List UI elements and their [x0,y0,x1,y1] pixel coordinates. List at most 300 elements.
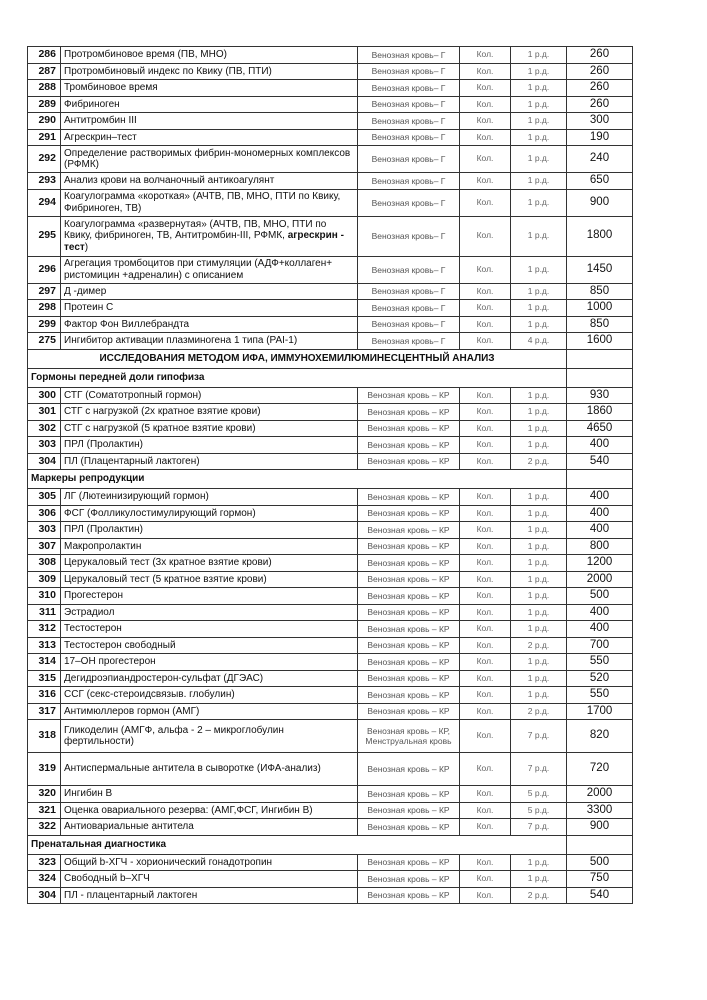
turnaround-period: 1 р.д. [511,316,567,333]
test-number: 305 [28,489,61,506]
table-row [28,189,633,216]
test-name [61,173,358,190]
table-row [28,63,633,80]
test-number: 312 [28,621,61,638]
test-name [61,316,358,333]
turnaround-period: 1 р.д. [511,670,567,687]
test-name-text: 17–ОН прогестерон [64,656,156,667]
test-name-text: Протеин С [64,302,114,313]
price: 400 [567,505,633,522]
turnaround-period: 2 р.д. [511,637,567,654]
test-name-text: СТГ с нагрузкой (2х кратное взятие крови) [64,406,261,417]
price: 400 [567,522,633,539]
test-name [61,96,358,113]
price: 1000 [567,300,633,317]
test-number: 290 [28,113,61,130]
test-name [61,555,358,572]
test-number: 287 [28,63,61,80]
test-number: 307 [28,538,61,555]
table-row [28,173,633,190]
test-name-text: Ингибитор активации плазминогена 1 типа (PAI-1) [64,335,298,346]
measure-unit: Кол. [460,333,511,350]
test-number: 317 [28,703,61,720]
table-row [28,654,633,671]
turnaround-period: 1 р.д. [511,621,567,638]
section-price-cell [567,349,633,368]
test-name-text: Гликоделин (АМГФ, альфа - 2 – микроглобулин фертильности) [64,724,284,747]
sample-type: Венозная кровь – КР [358,887,460,904]
test-name [61,854,358,871]
test-name-text: Протромбиновое время (ПВ, МНО) [64,49,227,60]
test-number: 299 [28,316,61,333]
table-row [28,283,633,300]
measure-unit: Кол. [460,687,511,704]
sample-type: Венозная кровь– Г [358,283,460,300]
sample-type: Венозная кровь– Г [358,333,460,350]
turnaround-period: 1 р.д. [511,404,567,421]
test-number: 275 [28,333,61,350]
sample-type: Венозная кровь – КР [358,670,460,687]
test-name-text: Ингибин В [64,788,113,799]
turnaround-period: 1 р.д. [511,96,567,113]
test-number: 309 [28,571,61,588]
price: 1450 [567,256,633,283]
test-name-text: Антиовариальные антитела [64,821,194,832]
turnaround-period: 2 р.д. [511,703,567,720]
sample-type: Венозная кровь– Г [358,216,460,256]
test-name [61,753,358,786]
measure-unit: Кол. [460,256,511,283]
price: 550 [567,687,633,704]
table-row [28,316,633,333]
turnaround-period: 1 р.д. [511,300,567,317]
price: 260 [567,96,633,113]
price: 540 [567,453,633,470]
turnaround-period: 1 р.д. [511,687,567,704]
price-list-table [27,46,633,904]
test-name [61,80,358,97]
test-name [61,720,358,753]
test-number: 319 [28,753,61,786]
test-number: 314 [28,654,61,671]
measure-unit: Кол. [460,420,511,437]
measure-unit: Кол. [460,555,511,572]
test-name [61,786,358,803]
measure-unit: Кол. [460,621,511,638]
test-number: 298 [28,300,61,317]
test-name-text: ПЛ - плацентарный лактоген [64,889,198,901]
test-number: 292 [28,146,61,173]
price: 850 [567,283,633,300]
test-name-text: ПРЛ (Пролактин) [64,439,143,450]
price: 700 [567,637,633,654]
table-row [28,720,633,753]
sample-type: Венозная кровь– Г [358,189,460,216]
test-number: 320 [28,786,61,803]
section-header-row [28,349,633,368]
table-row [28,753,633,786]
test-name [61,283,358,300]
test-name-text: Д -димер [64,285,107,297]
sample-type: Венозная кровь – КР [358,703,460,720]
turnaround-period: 1 р.д. [511,387,567,404]
test-name [61,300,358,317]
table-row [28,538,633,555]
test-name [61,819,358,836]
group-title: Пренатальная диагностика [28,835,567,854]
sample-type: Венозная кровь – КР [358,604,460,621]
table-row [28,129,633,146]
price: 540 [567,887,633,904]
table-row [28,96,633,113]
table-row [28,621,633,638]
price: 1800 [567,216,633,256]
table-row [28,670,633,687]
test-name-text: Агрескрин–тест [64,131,137,143]
turnaround-period: 7 р.д. [511,753,567,786]
test-name-text: Агрегация тромбоцитов при стимуляции (АДФ+коллаген+ ристомицин +адреналин) с описанием [64,258,333,281]
test-name [61,887,358,904]
sample-type: Венозная кровь – КР [358,505,460,522]
price: 260 [567,80,633,97]
turnaround-period: 5 р.д. [511,786,567,803]
test-name [61,47,358,64]
test-name-text: Свободный b–ХГЧ [64,873,150,884]
measure-unit: Кол. [460,404,511,421]
test-number: 324 [28,871,61,888]
price: 260 [567,47,633,64]
measure-unit: Кол. [460,670,511,687]
table-row [28,80,633,97]
measure-unit: Кол. [460,63,511,80]
turnaround-period: 1 р.д. [511,256,567,283]
table-row [28,871,633,888]
test-name-text: Дегидроэпиандростерон-сульфат (ДГЭАС) [64,672,264,684]
test-name-text: Макропролактин [64,540,142,552]
turnaround-period: 1 р.д. [511,437,567,454]
group-title: Гормоны передней доли гипофиза [28,368,567,387]
price: 240 [567,146,633,173]
table-row [28,47,633,64]
test-name-text: Определение растворимых фибрин-мономерных комплексов (РФМК) [64,147,351,170]
sample-type: Венозная кровь– Г [358,80,460,97]
sample-type: Венозная кровь – КР [358,522,460,539]
price: 2000 [567,571,633,588]
price: 1700 [567,703,633,720]
turnaround-period: 1 р.д. [511,571,567,588]
test-name [61,703,358,720]
test-name [61,387,358,404]
test-name [61,146,358,173]
test-name-text: Антитромбин III [64,115,137,126]
table-row [28,522,633,539]
sample-type: Венозная кровь – КР [358,437,460,454]
table-row [28,887,633,904]
turnaround-period: 1 р.д. [511,146,567,173]
test-number: 321 [28,802,61,819]
measure-unit: Кол. [460,300,511,317]
test-name [61,670,358,687]
table-row [28,819,633,836]
turnaround-period: 1 р.д. [511,854,567,871]
table-row [28,420,633,437]
measure-unit: Кол. [460,96,511,113]
measure-unit: Кол. [460,453,511,470]
price: 800 [567,538,633,555]
test-name-text: Церукаловый тест (3х кратное взятие крови) [64,557,272,568]
measure-unit: Кол. [460,871,511,888]
measure-unit: Кол. [460,538,511,555]
turnaround-period: 5 р.д. [511,802,567,819]
table-row [28,437,633,454]
test-name-text: Церукаловый тест (5 кратное взятие крови) [64,573,267,585]
table-row [28,256,633,283]
measure-unit: Кол. [460,146,511,173]
test-name [61,505,358,522]
price: 1860 [567,404,633,421]
sample-type: Венозная кровь– Г [358,63,460,80]
test-name-text: Протромбиновый индекс по Квику (ПВ, ПТИ) [64,65,272,77]
test-number: 300 [28,387,61,404]
test-name [61,453,358,470]
test-name [61,588,358,605]
price: 400 [567,604,633,621]
measure-unit: Кол. [460,437,511,454]
price: 900 [567,819,633,836]
sample-type: Венозная кровь– Г [358,146,460,173]
test-number: 311 [28,604,61,621]
group-header-row [28,835,633,854]
measure-unit: Кол. [460,173,511,190]
test-name-text: Антимюллеров гормон (АМГ) [64,705,200,717]
group-price-cell [567,470,633,489]
table-row [28,387,633,404]
sample-type: Венозная кровь – КР [358,621,460,638]
turnaround-period: 2 р.д. [511,453,567,470]
price: 400 [567,437,633,454]
sample-type: Венозная кровь – КР [358,588,460,605]
test-number: 286 [28,47,61,64]
measure-unit: Кол. [460,802,511,819]
test-name [61,129,358,146]
price: 190 [567,129,633,146]
turnaround-period: 1 р.д. [511,420,567,437]
measure-unit: Кол. [460,216,511,256]
table-row [28,604,633,621]
table-row [28,113,633,130]
test-number: 322 [28,819,61,836]
test-name-text: ЛГ (Лютеинизирующий гормон) [64,491,209,502]
test-name [61,63,358,80]
turnaround-period: 1 р.д. [511,129,567,146]
sample-type: Венозная кровь– Г [358,256,460,283]
sample-type: Венозная кровь– Г [358,47,460,64]
sample-type: Венозная кровь– Г [358,113,460,130]
sample-type: Венозная кровь – КР [358,819,460,836]
table-row [28,703,633,720]
measure-unit: Кол. [460,703,511,720]
measure-unit: Кол. [460,80,511,97]
turnaround-period: 1 р.д. [511,505,567,522]
section-title: ИССЛЕДОВАНИЯ МЕТОДОМ ИФА, ИММУНОХЕМИЛЮМИНЕСЦЕНТНЫЙ АНАЛИЗ [28,349,567,368]
test-number: 302 [28,420,61,437]
sample-type: Венозная кровь – КР [358,387,460,404]
turnaround-period: 1 р.д. [511,522,567,539]
table-row [28,571,633,588]
measure-unit: Кол. [460,129,511,146]
test-number: 303 [28,522,61,539]
test-name [61,189,358,216]
price: 900 [567,189,633,216]
test-name [61,437,358,454]
test-name [61,654,358,671]
price: 550 [567,654,633,671]
price: 2000 [567,786,633,803]
sample-type: Венозная кровь – КР [358,420,460,437]
test-name-text: Тестостерон [64,623,122,634]
sample-type: Венозная кровь – КР [358,854,460,871]
turnaround-period: 1 р.д. [511,654,567,671]
price: 720 [567,753,633,786]
price: 400 [567,489,633,506]
test-name-bold-part: агрескрин - тест [64,230,344,253]
table-row [28,146,633,173]
test-name-text: Прогестерон [64,590,123,601]
sample-type: Венозная кровь – КР [358,404,460,421]
turnaround-period: 1 р.д. [511,555,567,572]
price: 3300 [567,802,633,819]
test-name [61,637,358,654]
table-row [28,216,633,256]
price: 850 [567,316,633,333]
test-number: 294 [28,189,61,216]
measure-unit: Кол. [460,505,511,522]
test-name-text: Анализ крови на волчаночный антикоагулянт [64,175,275,186]
price: 820 [567,720,633,753]
test-number: 304 [28,887,61,904]
turnaround-period: 1 р.д. [511,489,567,506]
test-name [61,621,358,638]
sample-type: Венозная кровь – КР [358,786,460,803]
test-number: 296 [28,256,61,283]
sample-type: Венозная кровь – КР [358,753,460,786]
price: 650 [567,173,633,190]
measure-unit: Кол. [460,887,511,904]
measure-unit: Кол. [460,387,511,404]
price: 520 [567,670,633,687]
measure-unit: Кол. [460,720,511,753]
price: 500 [567,588,633,605]
test-name [61,571,358,588]
price: 4650 [567,420,633,437]
measure-unit: Кол. [460,786,511,803]
measure-unit: Кол. [460,571,511,588]
test-number: 289 [28,96,61,113]
table-row [28,333,633,350]
sample-type: Венозная кровь– Г [358,129,460,146]
test-number: 310 [28,588,61,605]
test-name [61,871,358,888]
test-name-text: Антиспермальные антитела в сыворотке (ИФА-анализ) [64,763,321,775]
turnaround-period: 1 р.д. [511,80,567,97]
price-list-body [28,47,633,904]
sample-type: Венозная кровь– Г [358,173,460,190]
price: 500 [567,854,633,871]
turnaround-period: 1 р.д. [511,871,567,888]
test-name [61,522,358,539]
table-row [28,300,633,317]
group-header-row [28,470,633,489]
test-name [61,216,358,256]
table-row [28,555,633,572]
turnaround-period: 2 р.д. [511,887,567,904]
sample-type: Венозная кровь – КР [358,654,460,671]
test-name-text: Тестостерон свободный [64,639,176,651]
test-name-text: Эстрадиол [64,606,115,618]
test-name [61,489,358,506]
turnaround-period: 1 р.д. [511,113,567,130]
test-number: 318 [28,720,61,753]
measure-unit: Кол. [460,604,511,621]
test-name-text: Фибриноген [64,98,120,110]
test-number: 297 [28,283,61,300]
test-name [61,802,358,819]
table-row [28,489,633,506]
table-row [28,453,633,470]
test-name-text: ССГ (секс-стероидсвязыв. глобулин) [64,689,235,700]
test-number: 293 [28,173,61,190]
turnaround-period: 7 р.д. [511,819,567,836]
test-name [61,404,358,421]
price: 300 [567,113,633,130]
sample-type: Венозная кровь – КР [358,555,460,572]
test-name [61,113,358,130]
test-name-tail: ) [84,241,89,253]
measure-unit: Кол. [460,189,511,216]
test-number: 288 [28,80,61,97]
test-number: 315 [28,670,61,687]
table-row [28,588,633,605]
test-name-text: Фактор Фон Виллебрандта [64,318,190,330]
price: 260 [567,63,633,80]
test-name-text: ПЛ (Плацентарный лактоген) [64,455,200,467]
measure-unit: Кол. [460,819,511,836]
turnaround-period: 1 р.д. [511,63,567,80]
measure-unit: Кол. [460,588,511,605]
table-row [28,505,633,522]
test-name [61,604,358,621]
table-row [28,637,633,654]
sample-type: Венозная кровь– Г [358,300,460,317]
measure-unit: Кол. [460,113,511,130]
sample-type: Венозная кровь– Г [358,316,460,333]
test-name [61,256,358,283]
turnaround-period: 4 р.д. [511,333,567,350]
price: 400 [567,621,633,638]
test-number: 295 [28,216,61,256]
test-number: 313 [28,637,61,654]
group-header-row [28,368,633,387]
turnaround-period: 1 р.д. [511,189,567,216]
turnaround-period: 1 р.д. [511,173,567,190]
test-name-text: Оценка овариального резерва: (АМГ,ФСГ, Ингибин В) [64,804,313,816]
sample-type: Венозная кровь – КР [358,687,460,704]
measure-unit: Кол. [460,854,511,871]
measure-unit: Кол. [460,316,511,333]
table-row [28,786,633,803]
test-name [61,333,358,350]
measure-unit: Кол. [460,47,511,64]
